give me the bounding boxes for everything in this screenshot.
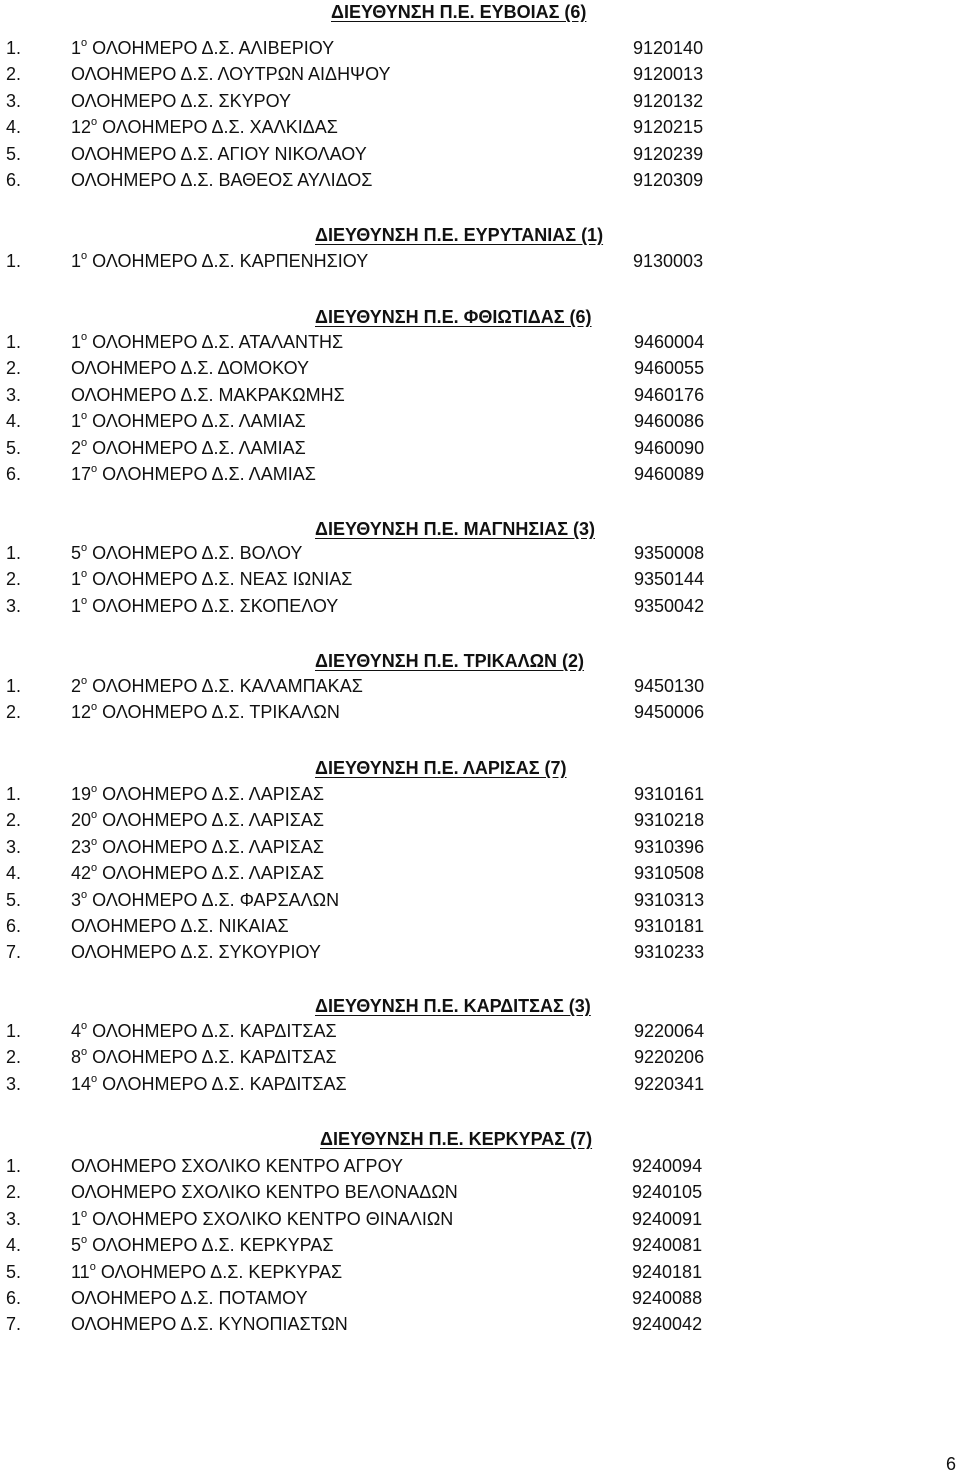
- school-name: [71, 89, 291, 113]
- school-code: 9350042: [634, 595, 705, 616]
- ordinal-suffix: ο: [91, 463, 98, 475]
- school-name: [71, 249, 368, 273]
- section-title: ΔΙΕΥΘΥΝΣΗ Π.Ε. ΚΕΡΚΥΡΑΣ (7): [320, 1129, 593, 1149]
- ordinal-suffix: ο: [81, 675, 88, 687]
- ordinal-number: 5: [71, 543, 82, 563]
- section-title: ΔΙΕΥΘΥΝΣΗ Π.Ε. ΕΥΒΟΙΑΣ (6): [331, 2, 587, 22]
- school-name-text: ΟΛΟΗΜΕΡΟ Δ.Σ. ΑΓΙΟΥ ΝΙΚΟΛΑΟΥ: [71, 143, 367, 164]
- school-name-text: ΟΛΟΗΜΕΡΟ Δ.Σ. ΒΟΛΟΥ: [92, 543, 303, 563]
- item-number: 1.: [6, 332, 22, 352]
- item-number: 1.: [6, 1021, 22, 1041]
- school-name: [71, 1180, 458, 1204]
- ordinal-suffix: ο: [81, 542, 88, 554]
- school-code: 9310181: [634, 916, 705, 936]
- item-number: 1.: [6, 543, 22, 563]
- list-item: [0, 142, 960, 166]
- school-name: [71, 383, 345, 407]
- ordinal-suffix: ο: [91, 116, 98, 129]
- school-code: 9460004: [634, 332, 705, 352]
- item-number: 5.: [6, 437, 22, 458]
- item-number: 5.: [6, 889, 22, 910]
- item-number: 1.: [6, 784, 22, 804]
- item-number: 3.: [6, 384, 22, 405]
- school-code: 9240081: [632, 1235, 703, 1256]
- ordinal-number: 3: [71, 889, 82, 910]
- item-number: 6.: [6, 464, 22, 484]
- school-code: 9460086: [634, 411, 705, 432]
- school-code: 9240042: [632, 1314, 703, 1335]
- school-name-text: ΟΛΟΗΜΕΡΟ Δ.Σ. ΚΥΝΟΠΙΑΣΤΩΝ: [71, 1314, 348, 1335]
- school-name-text: ΟΛΟΗΜΕΡΟ Δ.Σ. ΛΑΜΙΑΣ: [92, 411, 306, 432]
- school-name: [71, 168, 372, 192]
- school-name: [71, 409, 306, 433]
- school-name-text: ΟΛΟΗΜΕΡΟ Δ.Σ. ΝΕΑΣ ΙΩΝΙΑΣ: [92, 569, 353, 590]
- school-name-text: ΟΛΟΗΜΕΡΟ Δ.Σ. ΛΑΡΙΣΑΣ: [102, 863, 324, 884]
- ordinal-number: 11: [71, 1261, 90, 1282]
- school-name-text: ΟΛΟΗΜΕΡΟ Δ.Σ. ΛΑΜΙΑΣ: [92, 437, 306, 458]
- school-code: 9310218: [634, 810, 705, 831]
- ordinal-suffix: ο: [91, 701, 98, 714]
- item-number: 3.: [6, 1073, 22, 1094]
- ordinal-suffix: ο: [91, 809, 98, 822]
- school-name-text: ΟΛΟΗΜΕΡΟ Δ.Σ. ΚΑΡΠΕΝΗΣΙΟΥ: [92, 251, 369, 271]
- school-name-text: ΟΛΟΗΜΕΡΟ Δ.Σ. ΑΛΙΒΕΡΙΟΥ: [92, 38, 335, 58]
- school-name-text: ΟΛΟΗΜΕΡΟ Δ.Σ. ΣΚΥΡΟΥ: [71, 90, 292, 111]
- list-item: [0, 409, 960, 433]
- ordinal-suffix: ο: [81, 1046, 88, 1059]
- list-item: [0, 782, 960, 806]
- list-item: [0, 940, 960, 964]
- school-name-text: ΟΛΟΗΜΕΡΟ Δ.Σ. ΚΑΡΔΙΤΣΑΣ: [102, 1073, 347, 1094]
- ordinal-suffix: ο: [89, 1260, 96, 1273]
- school-name: [71, 1312, 348, 1336]
- section-title: ΔΙΕΥΘΥΝΣΗ Π.Ε. ΛΑΡΙΣΑΣ (7): [315, 758, 567, 778]
- school-code: 9310396: [634, 836, 705, 857]
- school-code: 9130003: [633, 251, 704, 271]
- item-number: 6.: [6, 916, 22, 936]
- school-name: [71, 330, 343, 354]
- ordinal-number: 17: [71, 464, 92, 484]
- school-code: 9120013: [633, 64, 704, 85]
- list-item: [0, 888, 960, 912]
- ordinal-number: 2: [71, 437, 82, 458]
- item-number: 2.: [6, 702, 22, 723]
- item-number: 7.: [6, 1314, 22, 1335]
- list-item: [0, 462, 960, 486]
- ordinal-suffix: ο: [81, 888, 88, 901]
- list-item: [0, 1233, 960, 1257]
- school-name-text: ΟΛΟΗΜΕΡΟ Δ.Σ. ΚΕΡΚΥΡΑΣ: [100, 1261, 343, 1282]
- list-item: [0, 1312, 960, 1336]
- school-name: [71, 1207, 453, 1231]
- item-number: 2.: [6, 64, 22, 85]
- ordinal-suffix: ο: [81, 1207, 88, 1220]
- ordinal-suffix: ο: [81, 436, 88, 449]
- school-code: 9460176: [634, 384, 705, 405]
- ordinal-number: 12: [71, 702, 92, 723]
- item-number: 1.: [6, 1156, 22, 1176]
- school-code: 9220206: [634, 1047, 705, 1068]
- school-name: [71, 1019, 337, 1043]
- school-name-text: ΟΛΟΗΜΕΡΟ Δ.Σ. ΚΑΛΑΜΠΑΚΑΣ: [92, 676, 363, 696]
- list-item: [0, 700, 960, 724]
- item-number: 6.: [6, 1288, 22, 1308]
- school-code: 9350144: [634, 569, 705, 590]
- school-name-text: ΟΛΟΗΜΕΡΟ Δ.Σ. ΤΡΙΚΑΛΩΝ: [102, 702, 340, 723]
- school-name-text: ΟΛΟΗΜΕΡΟ Δ.Σ. ΚΑΡΔΙΤΣΑΣ: [92, 1047, 337, 1068]
- page-number: 6: [946, 1454, 957, 1474]
- item-number: 4.: [6, 117, 22, 138]
- school-code: 9350008: [634, 543, 705, 563]
- school-name: [71, 567, 352, 591]
- school-name: [71, 356, 309, 380]
- school-code: 9310313: [634, 889, 705, 910]
- school-name: [71, 1233, 333, 1257]
- school-name: [71, 115, 338, 139]
- ordinal-suffix: ο: [81, 594, 88, 607]
- list-item: [0, 249, 960, 273]
- list-item: [0, 1260, 960, 1284]
- list-item: [0, 168, 960, 192]
- school-name-text: ΟΛΟΗΜΕΡΟ Δ.Σ. ΔΟΜΟΚΟΥ: [71, 358, 310, 379]
- list-item: [0, 1019, 960, 1043]
- school-code: 9120140: [633, 38, 704, 58]
- school-name: [71, 861, 324, 885]
- school-name: [71, 462, 316, 486]
- section-title: ΔΙΕΥΘΥΝΣΗ Π.Ε. ΜΑΓΝΗΣΙΑΣ (3): [315, 519, 595, 539]
- list-item: [0, 1154, 960, 1178]
- school-name: [71, 835, 324, 859]
- ordinal-suffix: ο: [91, 862, 98, 875]
- list-item: [0, 861, 960, 885]
- school-name: [71, 1286, 308, 1310]
- school-name-text: ΟΛΟΗΜΕΡΟ ΣΧΟΛΙΚΟ ΚΕΝΤΡΟ ΑΓΡΟΥ: [71, 1156, 403, 1176]
- school-name: [71, 1072, 347, 1096]
- school-code: 9120215: [633, 117, 704, 138]
- list-item: [0, 436, 960, 460]
- item-number: 2.: [6, 569, 22, 590]
- school-code: 9310508: [634, 863, 705, 884]
- ordinal-number: 8: [71, 1047, 82, 1068]
- list-item: [0, 835, 960, 859]
- ordinal-number: 42: [71, 863, 92, 884]
- item-number: 4.: [6, 411, 22, 432]
- list-item: [0, 594, 960, 618]
- school-name: [71, 914, 289, 938]
- school-name: [71, 142, 367, 166]
- ordinal-suffix: ο: [81, 1020, 88, 1032]
- list-item: [0, 89, 960, 113]
- school-name-text: ΟΛΟΗΜΕΡΟ Δ.Σ. ΛΟΥΤΡΩΝ ΑΙΔΗΨΟΥ: [71, 64, 391, 85]
- school-name-text: ΟΛΟΗΜΕΡΟ Δ.Σ. ΣΥΚΟΥΡΙΟΥ: [71, 942, 321, 963]
- school-name: [71, 594, 338, 618]
- school-name-text: ΟΛΟΗΜΕΡΟ Δ.Σ. ΧΑΛΚΙΔΑΣ: [102, 117, 338, 138]
- list-item: [0, 36, 960, 60]
- ordinal-number: 4: [71, 1021, 82, 1041]
- ordinal-number: 2: [71, 676, 82, 696]
- ordinal-number: 20: [71, 810, 92, 831]
- list-item: [0, 383, 960, 407]
- list-item: [0, 356, 960, 380]
- school-code: 9460089: [634, 464, 705, 484]
- school-code: 9220341: [634, 1073, 705, 1094]
- school-name: [71, 700, 340, 724]
- item-number: 4.: [6, 1235, 22, 1256]
- ordinal-suffix: ο: [81, 331, 88, 343]
- ordinal-number: 19: [71, 784, 92, 804]
- school-code: 9240181: [632, 1261, 703, 1282]
- school-name-text: ΟΛΟΗΜΕΡΟ Δ.Σ. ΛΑΜΙΑΣ: [102, 464, 316, 484]
- school-code: 9460090: [634, 437, 705, 458]
- school-name: [71, 1045, 337, 1069]
- ordinal-suffix: ο: [81, 250, 88, 262]
- list-item: [0, 541, 960, 565]
- ordinal-suffix: ο: [81, 410, 88, 423]
- item-number: 3.: [6, 90, 22, 111]
- school-code: 9310233: [634, 942, 705, 963]
- school-name: [71, 36, 334, 60]
- school-name: [71, 1260, 342, 1284]
- list-item: [0, 1180, 960, 1204]
- item-number: 5.: [6, 143, 22, 164]
- section-title: ΔΙΕΥΘΥΝΣΗ Π.Ε. ΤΡΙΚΑΛΩΝ (2): [315, 651, 585, 671]
- list-item: [0, 914, 960, 938]
- ordinal-number: 23: [71, 836, 92, 857]
- item-number: 3.: [6, 595, 22, 616]
- school-name: [71, 1154, 403, 1178]
- ordinal-number: 5: [71, 1235, 82, 1256]
- list-item: [0, 808, 960, 832]
- ordinal-number: 1: [71, 1208, 82, 1229]
- ordinal-suffix: ο: [91, 835, 98, 848]
- item-number: 1.: [6, 676, 22, 696]
- ordinal-number: 1: [71, 38, 82, 58]
- item-number: 6.: [6, 170, 22, 190]
- school-name-text: ΟΛΟΗΜΕΡΟ Δ.Σ. ΚΕΡΚΥΡΑΣ: [92, 1235, 334, 1256]
- item-number: 7.: [6, 942, 22, 963]
- ordinal-number: 12: [71, 117, 92, 138]
- school-name-text: ΟΛΟΗΜΕΡΟ Δ.Σ. ΠΟΤΑΜΟΥ: [71, 1288, 308, 1308]
- list-item: [0, 1045, 960, 1069]
- school-name: [71, 674, 363, 698]
- school-name: [71, 888, 339, 912]
- item-number: 2.: [6, 1182, 22, 1203]
- school-name-text: ΟΛΟΗΜΕΡΟ Δ.Σ. ΛΑΡΙΣΑΣ: [102, 836, 324, 857]
- school-code: 9460055: [634, 358, 705, 379]
- item-number: 1.: [6, 38, 22, 58]
- item-number: 2.: [6, 1047, 22, 1068]
- school-name-text: ΟΛΟΗΜΕΡΟ Δ.Σ. ΝΙΚΑΙΑΣ: [71, 916, 289, 936]
- item-number: 2.: [6, 810, 22, 831]
- section-title: ΔΙΕΥΘΥΝΣΗ Π.Ε. ΚΑΡΔΙΤΣΑΣ (3): [315, 996, 591, 1016]
- ordinal-number: 1: [71, 411, 82, 432]
- item-number: 3.: [6, 1208, 22, 1229]
- school-code: 9310161: [634, 784, 705, 804]
- school-name: [71, 940, 321, 964]
- list-item: [0, 330, 960, 354]
- ordinal-number: 14: [71, 1073, 92, 1094]
- item-number: 1.: [6, 251, 22, 271]
- school-name-text: ΟΛΟΗΜΕΡΟ Δ.Σ. ΜΑΚΡΑΚΩΜΗΣ: [71, 384, 345, 405]
- school-code: 9450006: [634, 702, 705, 723]
- school-name-text: ΟΛΟΗΜΕΡΟ Δ.Σ. ΒΑΘΕΟΣ ΑΥΛΙΔΟΣ: [71, 170, 373, 190]
- school-name-text: ΟΛΟΗΜΕΡΟ Δ.Σ. ΛΑΡΙΣΑΣ: [102, 810, 324, 831]
- list-item: [0, 567, 960, 591]
- item-number: 2.: [6, 358, 22, 379]
- school-code: 9120309: [633, 170, 704, 190]
- school-name: [71, 62, 391, 86]
- school-code: 9220064: [634, 1021, 705, 1041]
- school-code: 9240091: [632, 1208, 703, 1229]
- school-code: 9240105: [632, 1182, 703, 1203]
- ordinal-suffix: ο: [81, 37, 88, 49]
- item-number: 4.: [6, 863, 22, 884]
- list-item: [0, 1072, 960, 1096]
- school-name: [71, 436, 306, 460]
- school-name-text: ΟΛΟΗΜΕΡΟ ΣΧΟΛΙΚΟ ΚΕΝΤΡΟ ΒΕΛΟΝΑΔΩΝ: [71, 1182, 458, 1203]
- ordinal-suffix: ο: [81, 1234, 88, 1247]
- school-code: 9240094: [632, 1156, 703, 1176]
- section-title: ΔΙΕΥΘΥΝΣΗ Π.Ε. ΦΘΙΩΤΙΔΑΣ (6): [315, 307, 592, 327]
- school-code: 9450130: [634, 676, 705, 696]
- ordinal-suffix: ο: [91, 1072, 98, 1085]
- school-code: 9120239: [633, 143, 704, 164]
- school-name-text: ΟΛΟΗΜΕΡΟ Δ.Σ. ΣΚΟΠΕΛΟΥ: [92, 595, 339, 616]
- list-item: [0, 62, 960, 86]
- school-name-text: ΟΛΟΗΜΕΡΟ Δ.Σ. ΛΑΡΙΣΑΣ: [102, 784, 324, 804]
- school-code: 9240088: [632, 1288, 703, 1308]
- list-item: [0, 1286, 960, 1310]
- ordinal-number: 1: [71, 332, 82, 352]
- section-title: ΔΙΕΥΘΥΝΣΗ Π.Ε. ΕΥΡΥΤΑΝΙΑΣ (1): [315, 225, 604, 245]
- item-number: 5.: [6, 1261, 22, 1282]
- ordinal-number: 1: [71, 569, 82, 590]
- school-name-text: ΟΛΟΗΜΕΡΟ ΣΧΟΛΙΚΟ ΚΕΝΤΡΟ ΘΙΝΑΛΙΩΝ: [92, 1208, 454, 1229]
- school-name: [71, 782, 324, 806]
- ordinal-suffix: ο: [81, 568, 88, 581]
- ordinal-number: 1: [71, 251, 82, 271]
- school-name-text: ΟΛΟΗΜΕΡΟ Δ.Σ. ΚΑΡΔΙΤΣΑΣ: [92, 1021, 337, 1041]
- ordinal-suffix: ο: [91, 783, 98, 795]
- list-item: [0, 1207, 960, 1231]
- school-name-text: ΟΛΟΗΜΕΡΟ Δ.Σ. ΦΑΡΣΑΛΩΝ: [92, 889, 340, 910]
- list-item: [0, 115, 960, 139]
- school-name: [71, 808, 324, 832]
- school-name-text: ΟΛΟΗΜΕΡΟ Δ.Σ. ΑΤΑΛΑΝΤΗΣ: [92, 332, 344, 352]
- ordinal-number: 1: [71, 595, 82, 616]
- item-number: 3.: [6, 836, 22, 857]
- school-code: 9120132: [633, 90, 704, 111]
- list-item: [0, 674, 960, 698]
- school-name: [71, 541, 302, 565]
